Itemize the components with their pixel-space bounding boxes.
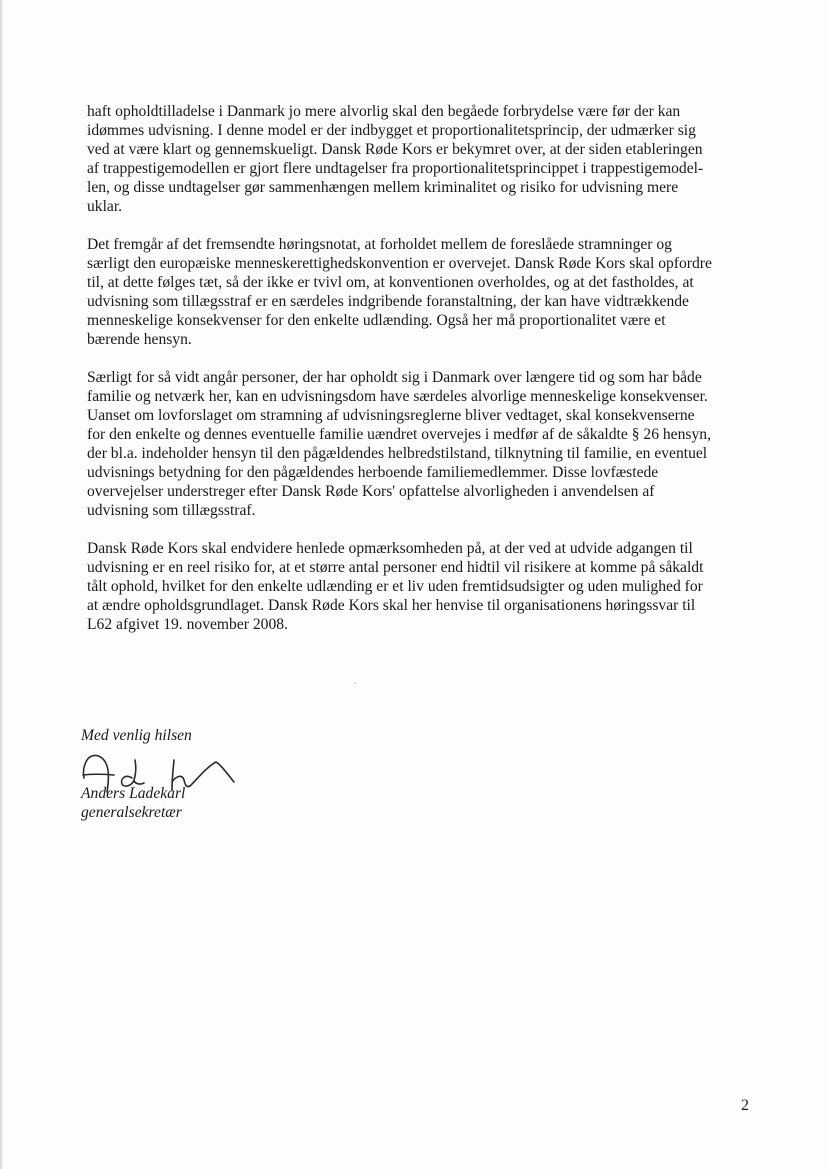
- scan-edge-shadow: [0, 0, 3, 1169]
- text-line: Det fremgår af det fremsendte høringsnotat, at forholdet mellem de foreslåede stramninger og: [87, 236, 672, 253]
- signer-title: generalsekretær: [81, 804, 182, 821]
- signer-block: [81, 784, 185, 822]
- text-line: udvisnings betydning for den pågældendes herboende familiemedlemmer. Disse lovfæstede: [87, 464, 659, 481]
- letter-body: [87, 102, 767, 653]
- text-line: menneskelige konsekvenser for den enkelte udlænding. Også her må proportionalitet være et: [87, 312, 666, 329]
- text-line: tålt ophold, hvilket for den enkelte udlænding er et liv uden fremtidsudsigter og uden mulighed for: [87, 578, 703, 595]
- text-line: ved at være klart og gennemskueligt. Dansk Røde Kors er bekymret over, at der siden etableringen: [87, 141, 703, 158]
- text-line: udvisning som tillægsstraf.: [87, 502, 256, 519]
- text-line: til, at dette følges tæt, så der ikke er tvivl om, at konventionen overholdes, og at det fastholdes, at: [87, 274, 694, 291]
- paragraph-3: [87, 368, 767, 520]
- text-line: for den enkelte og dennes eventuelle familie uændret overvejes i medfør af de såkaldte § 26 hensyn,: [87, 426, 711, 443]
- text-line: familie og netværk her, kan en udvisningsdom have særdeles alvorlige menneskelige konsekvenser.: [87, 388, 708, 405]
- text-line: uklar.: [87, 198, 123, 215]
- text-line: overvejelser understreger efter Dansk Røde Kors' opfattelse alvorligheden i anvendelsen af: [87, 483, 655, 500]
- text-line: særligt den europæiske menneskerettighedskonvention er overvejet. Dansk Røde Kors skal opfordre: [87, 255, 712, 272]
- text-line: haft opholdtilladelse i Danmark jo mere alvorlig skal den begåede forbrydelse være før der kan: [87, 103, 681, 120]
- text-line: Uanset om lovforslaget om stramning af udvisningsreglerne bliver vedtaget, skal konsekvenserne: [87, 407, 695, 424]
- text-line: Dansk Røde Kors skal endvidere henlede opmærksomheden på, at der ved at udvide adgangen til: [87, 540, 693, 557]
- scan-speck: [354, 682, 356, 684]
- text-line: udvisning som tillægsstraf er en særdeles indgribende foranstaltning, der kan have vidtrækkende: [87, 293, 689, 310]
- text-line: idømmes udvisning. I denne model er der indbygget et proportionalitetsprincip, der udmærker sig: [87, 122, 696, 139]
- signer-name: Anders Ladekarl: [81, 785, 186, 802]
- text-line: len, og disse undtagelser gør sammenhængen mellem kriminalitet og risiko for udvisning mere: [87, 179, 679, 196]
- text-line: bærende hensyn.: [87, 331, 192, 348]
- text-line: at ændre opholdsgrundlaget. Dansk Røde Kors skal her henvise til organisationens høringssvar til: [87, 597, 696, 614]
- text-line: der bl.a. indeholder hensyn til den pågældendes helbredstilstand, tilknytning til familie, en eventuel: [87, 445, 708, 462]
- text-line: L62 afgivet 19. november 2008.: [87, 616, 288, 633]
- text-line: Særligt for så vidt angår personer, der har opholdt sig i Danmark over længere tid og som har både: [87, 369, 702, 386]
- paragraph-1: [87, 102, 767, 216]
- paragraph-4: [87, 539, 767, 634]
- text-line: udvisning er en reel risiko for, at et større antal personer end hidtil vil risikere at komme på såkaldt: [87, 559, 704, 576]
- page-number: 2: [741, 1097, 749, 1114]
- paragraph-2: [87, 235, 767, 349]
- closing-salutation: Med venlig hilsen: [81, 727, 192, 744]
- text-line: af trappestigemodellen er gjort flere undtagelser fra proportionalitetsprincippet i trappestigemodel-: [87, 160, 704, 177]
